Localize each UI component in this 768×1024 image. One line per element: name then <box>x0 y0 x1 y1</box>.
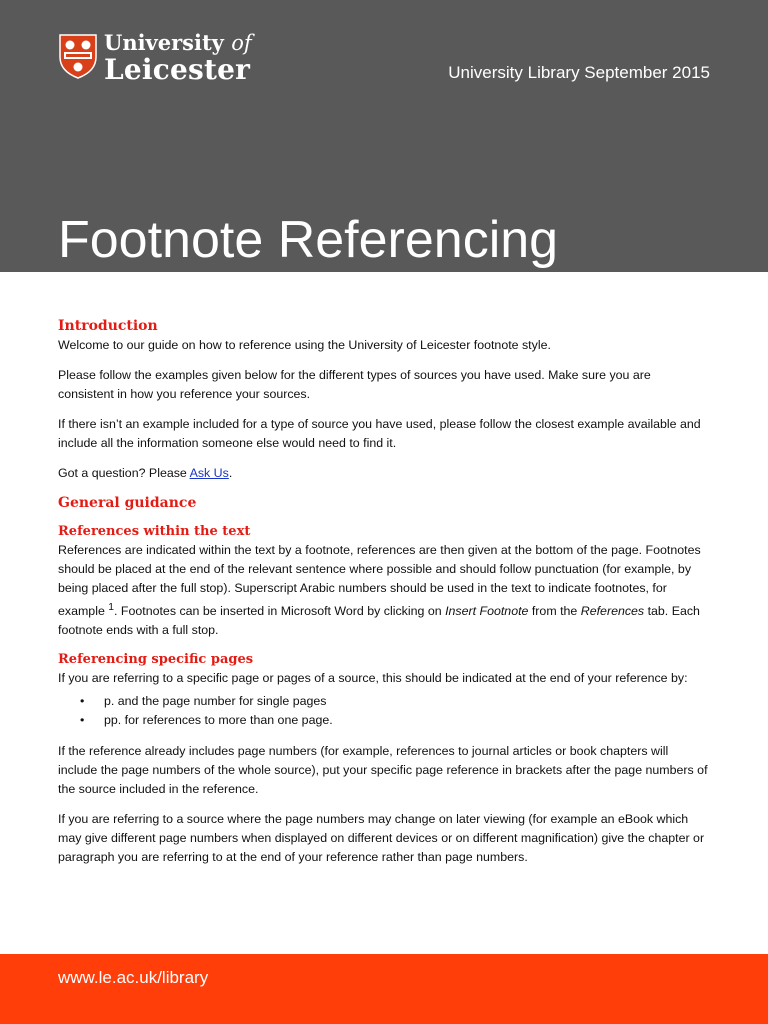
page-header <box>0 0 768 272</box>
specific-pages-paragraph-3: If you are referring to a source where the page numbers may change on later viewing (for example an eBook which may give different page numbers when displayed on different devices or on different magnification) give the chapter or paragraph you are referring to at the end of your reference rather than page numbers. <box>58 812 705 865</box>
document-title: Footnote Referencing <box>58 211 559 269</box>
references-within-text-paragraph: References are indicated within the text by a footnote, references are then given at the bottom of the page. Footnotes should be placed at the end of the relevant sentence where possible and should follow punctuation (for example, by being placed after the full stop). Superscript Arabic numbers should be used in the text to indicate footnotes, for example $^1$. Footnotes can be inserted in Microsoft Word by clicking on Insert Footnote from the References tab. Each footnote ends with a full stop. <box>58 543 701 638</box>
logo-wordmark: University of Leicester <box>104 30 252 86</box>
list-item: • p. and the page number for single pages <box>58 692 710 711</box>
ask-us-link[interactable]: Ask Us <box>189 466 229 480</box>
university-crest-icon <box>58 33 98 79</box>
intro-paragraph-question: Got a question? Please Ask Us. <box>58 466 233 480</box>
header-subtitle: University Library September 2015 <box>448 63 710 82</box>
footer-library-url[interactable]: www.le.ac.uk/library <box>58 968 209 987</box>
specific-pages-paragraph-1: If you are referring to a specific page or pages of a source, this should be indicated at the end of your reference by: <box>58 671 688 686</box>
heading-general-guidance: General guidance <box>58 495 197 511</box>
document-body <box>58 317 710 878</box>
page-notation-list <box>58 692 710 730</box>
intro-paragraph-3: If there isn’t an example included for a type of source you have used, please follow the closest example available and include all the information someone else would need to find it. <box>58 417 701 450</box>
heading-referencing-specific-pages: Referencing specific pages <box>58 652 254 668</box>
page-footer <box>0 954 768 1024</box>
specific-pages-paragraph-2: If the reference already includes page numbers (for example, references to journal articles or book chapters will include the page numbers of the whole source), put your specific page reference in brackets after the page numbers of the source included in the reference. <box>58 744 708 797</box>
intro-paragraph-2: Please follow the examples given below for the different types of sources you have used. Make sure you are consistent in how you reference your sources. <box>58 368 651 401</box>
list-item: • pp. for references to more than one page. <box>58 711 710 730</box>
heading-introduction: Introduction <box>58 318 158 334</box>
heading-references-within-text: References within the text <box>58 524 251 539</box>
intro-paragraph-1: Welcome to our guide on how to reference using the University of Leicester footnote style. <box>58 338 551 352</box>
